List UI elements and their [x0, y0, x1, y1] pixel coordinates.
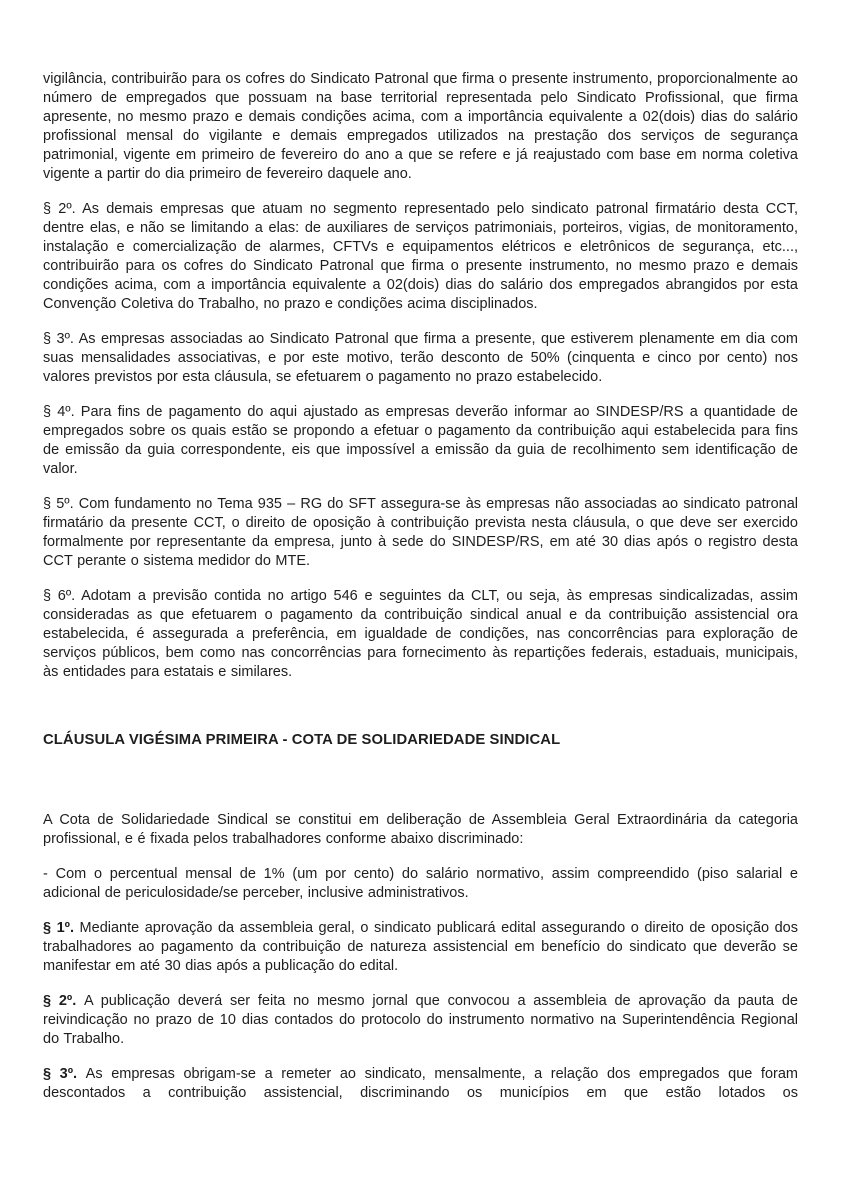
paragraph: § 6º. Adotam a previsão contida no artigo 546 e seguintes da CLT, ou seja, às empresas sindicalizadas, assim consideradas as que efetuarem o pagamento da contribuição sindical anual e da contribuição assistencial ora estabelecida, é assegurada a preferência, em igualdade de condições, nas concorrências para exploração de serviços públicos, bem como nas concorrências para fornecimento às repartições federais, estaduais, municipais, às entidades para estatais e similares. — [43, 588, 798, 680]
paragraph: § 2º. As demais empresas que atuam no segmento representado pelo sindicato patronal firmatário desta CCT, dentre elas, e não se limitando a elas: de auxiliares de serviços patrimoniais, porteiros, vigias, de monitoramento, instalação e comercialização de alarmes, CFTVs e equipamentos elétricos e eletrônicos de segurança, etc..., contribuirão para os cofres do Sindicato Patronal que firma o presente instrumento, no mesmo prazo e demais condições acima, com a importância equivalente a 02(dois) dias do salário dos empregados abrangidos por esta Convenção Coletiva do Trabalho, no prazo e condições acima disciplinados. — [43, 201, 798, 312]
paragraph: A Cota de Solidariedade Sindical se constitui em deliberação de Assembleia Geral Extraordinária da categoria profissional, e é fixada pelos trabalhadores conforme abaixo discriminado: — [43, 812, 798, 847]
paragraph: § 4º. Para fins de pagamento do aqui ajustado as empresas deverão informar ao SINDESP/RS a quantidade de empregados sobre os quais estão se propondo a efetuar o pagamento da contribuição aqui estabelecida para fins de emissão da guia correspondente, eis que impossível a emissão da guia de recolhimento sem identificação de valor. — [43, 404, 798, 477]
paragraph: - Com o percentual mensal de 1% (um por cento) do salário normativo, assim compreendido (piso salarial e adicional de periculosidade/se perceber, inclusive administrativos. — [43, 866, 798, 901]
clause-heading: CLÁUSULA VIGÉSIMA PRIMEIRA - COTA DE SOLIDARIEDADE SINDICAL — [43, 732, 561, 748]
paragraph-lead: § 3º. — [43, 1066, 86, 1082]
paragraph-lead: § 2º. — [43, 993, 85, 1009]
paragraph: vigilância, contribuirão para os cofres do Sindicato Patronal que firma o presente instrumento, proporcionalmente ao número de empregados que possuam na base territorial representada pelo Sindicato Profissional, que firma apresente, no mesmo prazo e demais condições acima, com a importância equivalente a 02(dois) dias do salário profissional mensal do vigilante e demais empregados utilizados na prestação dos serviços de segurança patrimonial, vigente em primeiro de fevereiro do ano a que se refere e já reajustado com base em norma coletiva vigente a partir do dia primeiro de fevereiro daquele ano. — [43, 71, 798, 182]
paragraph: § 1º. Mediante aprovação da assembleia geral, o sindicato publicará edital assegurando o direito de oposição dos trabalhadores ao pagamento da contribuição de natureza assistencial em benefício do sindicato que deverão se manifestar em até 30 dias após a publicação do edital. — [43, 920, 798, 974]
paragraph-lead: § 1º. — [43, 920, 80, 936]
paragraph: § 3º. As empresas associadas ao Sindicato Patronal que firma a presente, que estiverem plenamente em dia com suas mensalidades associativas, e por este motivo, terão desconto de 50% (cinquenta e cinco por cento) nos valores previstos por esta cláusula, se efetuarem o pagamento no prazo estabelecido. — [43, 331, 798, 385]
paragraph: § 2º. A publicação deverá ser feita no mesmo jornal que convocou a assembleia de aprovação da pauta de reivindicação no prazo de 10 dias contados do protocolo do instrumento normativo na Superintendência Regional do Trabalho. — [43, 993, 798, 1047]
paragraph: § 3º. As empresas obrigam-se a remeter ao sindicato, mensalmente, a relação dos empregados que foram descontados a contribuição assistencial, discriminando os municípios em que estão lotados os — [43, 1066, 798, 1101]
document-body — [43, 70, 798, 1103]
paragraph: § 5º. Com fundamento no Tema 935 – RG do SFT assegura-se às empresas não associadas ao sindicato patronal firmatário da presente CCT, o direito de oposição à contribuição prevista nesta cláusula, o que deve ser exercido formalmente por representante da empresa, junto à sede do SINDESP/RS, em até 30 dias após o registro desta CCT perante o sistema medidor do MTE. — [43, 496, 798, 569]
